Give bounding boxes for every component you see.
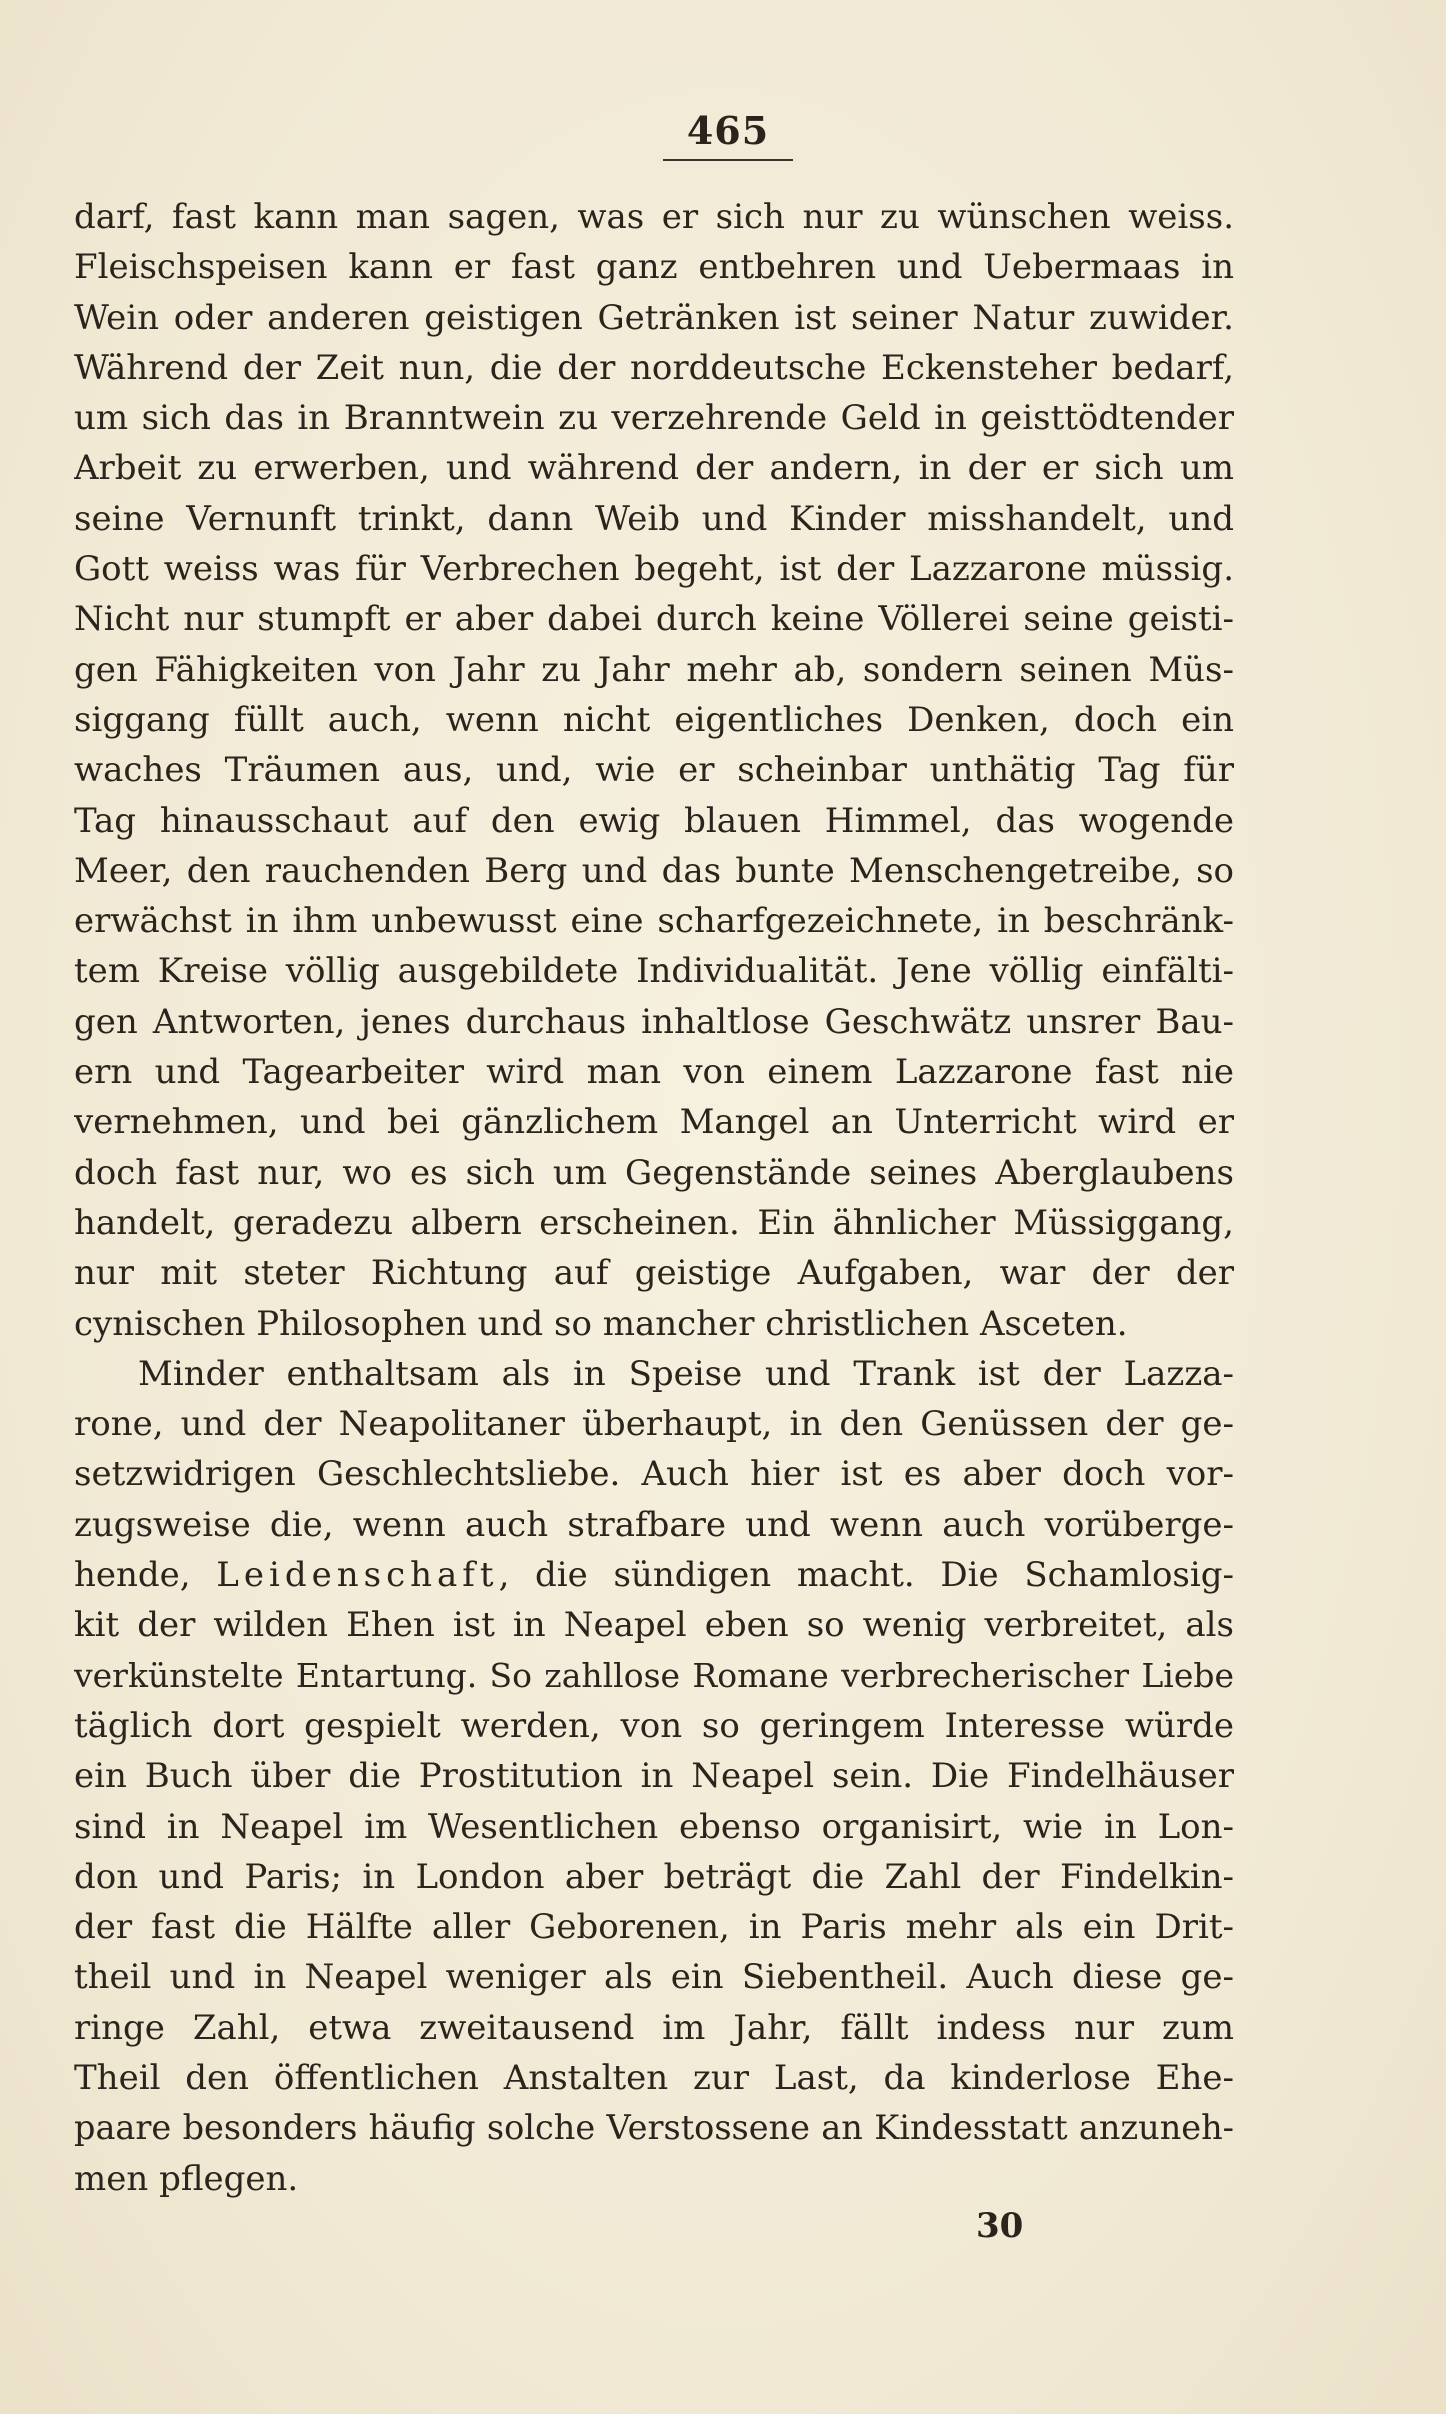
text-line: gen Antworten, jenes durchaus inhaltlose Geschwätz unsrer Bau- xyxy=(74,1001,1234,1042)
text-line: darf, fast kann man sagen, was er sich nur zu wünschen weiss. xyxy=(74,197,1234,237)
spaced-emphasis-word: Leidenschaft xyxy=(216,1555,499,1596)
text-line: Fleischspeisen kann er fast ganz entbehren und Uebermaas in xyxy=(74,247,1234,288)
text-line: seine Vernunft trinkt, dann Weib und Kinder misshandelt, und xyxy=(74,498,1234,539)
text-line: verkünstelte Entartung. So zahllose Romane verbrecherischer Liebe xyxy=(74,1655,1234,1695)
text-line: siggang füllt auch, wenn nicht eigentliches Denken, doch ein xyxy=(74,699,1234,740)
text-segment: hende, xyxy=(74,1555,217,1596)
text-line: ern und Tagearbeiter wird man von einem Lazzarone fast nie xyxy=(74,1052,1234,1093)
text-line: täglich dort gespielt werden, von so geringem Interesse würde xyxy=(74,1705,1234,1746)
text-line: gen Fähigkeiten von Jahr zu Jahr mehr ab, sondern seinen Müs- xyxy=(74,649,1234,690)
text-line: men pflegen. xyxy=(74,2158,299,2199)
text-line: der fast die Hälfte aller Geborenen, in Paris mehr als ein Drit- xyxy=(74,1907,1234,1948)
text-line: Theil den öffentlichen Anstalten zur Last, da kinderlose Ehe- xyxy=(74,2057,1234,2098)
text-line: ringe Zahl, etwa zweitausend im Jahr, fällt indess nur zum xyxy=(74,2007,1234,2048)
text-line: paare besonders häufig solche Verstossene an Kindesstatt anzuneh- xyxy=(74,2108,1234,2148)
text-line: setzwidrigen Geschlechtsliebe. Auch hier ist es aber doch vor- xyxy=(74,1454,1234,1495)
text-line: Nicht nur stumpft er aber dabei durch keine Völlerei seine geisti- xyxy=(74,599,1234,640)
text-line: doch fast nur, wo es sich um Gegenstände seines Aberglaubens xyxy=(74,1152,1234,1193)
text-line: erwächst in ihm unbewusst eine scharfgezeichnete, in beschränk- xyxy=(74,901,1234,942)
page-number: 465 xyxy=(663,108,793,161)
page-header xyxy=(0,108,1446,161)
text-line: cynischen Philosophen und so mancher christlichen Asceten. xyxy=(74,1303,1128,1344)
text-line: theil und in Neapel weniger als ein Siebentheil. Auch diese ge- xyxy=(74,1957,1234,1998)
text-line: sind in Neapel im Wesentlichen ebenso organisirt, wie in Lon- xyxy=(74,1806,1234,1847)
text-line: don und Paris; in London aber beträgt die Zahl der Findelkin- xyxy=(74,1856,1234,1897)
text-line: waches Träumen aus, und, wie er scheinbar unthätig Tag für xyxy=(74,750,1234,791)
text-segment: , die sündigen macht. Die Schamlosig- xyxy=(498,1555,1234,1596)
text-line: Meer, den rauchenden Berg und das bunte Menschengetreibe, so xyxy=(74,850,1234,891)
body-text xyxy=(74,192,1234,2204)
text-line: Arbeit zu erwerben, und während der andern, in der er sich um xyxy=(74,448,1234,489)
signature-mark: 30 xyxy=(976,2206,1024,2246)
text-line: Während der Zeit nun, die der norddeutsche Eckensteher bedarf, xyxy=(74,347,1234,388)
text-line: Gott weiss was für Verbrechen begeht, ist der Lazzarone müssig. xyxy=(74,549,1234,590)
text-line: handelt, geradezu albern erscheinen. Ein ähnlicher Müssiggang, xyxy=(74,1202,1234,1243)
text-line: kit der wilden Ehen ist in Neapel eben so wenig verbreitet, als xyxy=(74,1605,1234,1646)
text-line-emphasis xyxy=(74,1550,1234,1600)
text-line: rone, und der Neapolitaner überhaupt, in den Genüssen der ge- xyxy=(74,1404,1234,1445)
text-line: tem Kreise völlig ausgebildete Individualität. Jene völlig einfälti- xyxy=(74,951,1234,992)
text-line: nur mit steter Richtung auf geistige Aufgaben, war der der xyxy=(74,1253,1234,1294)
text-line: Tag hinausschaut auf den ewig blauen Himmel, das wogende xyxy=(74,800,1234,841)
text-line: vernehmen, und bei gänzlichem Mangel an Unterricht wird er xyxy=(74,1102,1234,1143)
text-line: um sich das in Branntwein zu verzehrende Geld in geisttödtender xyxy=(74,398,1234,439)
text-line: zugsweise die, wenn auch strafbare und wenn auch vorüberge- xyxy=(74,1504,1234,1545)
text-line: ein Buch über die Prostitution in Neapel sein. Die Findelhäuser xyxy=(74,1756,1234,1797)
text-line: Wein oder anderen geistigen Getränken ist seiner Natur zuwider. xyxy=(74,297,1234,338)
paragraph-start-line: Minder enthaltsam als in Speise und Trank ist der Lazza- xyxy=(138,1353,1234,1394)
